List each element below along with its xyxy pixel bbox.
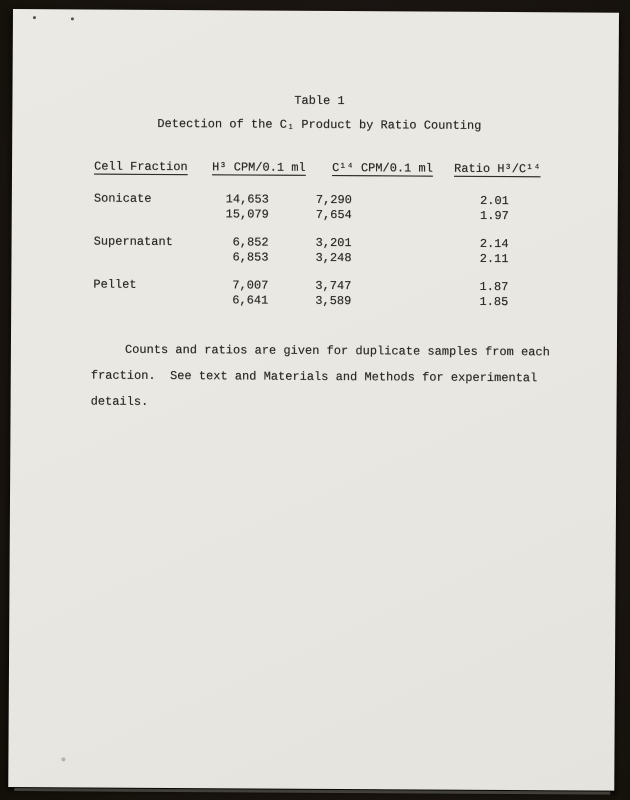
cell-ratio: 2.14 [479, 236, 509, 252]
table-title: Table 1 [294, 93, 345, 109]
table-row [12, 206, 618, 225]
cell-h3-cpm: 15,079 [225, 207, 269, 222]
table-header-row [12, 159, 618, 181]
cell-fraction: Supernatant [93, 234, 173, 249]
cell-h3-cpm: 6,852 [232, 235, 269, 250]
cell-c14-cpm: 3,747 [315, 278, 352, 294]
cell-c14-cpm: 3,589 [315, 293, 352, 309]
cell-ratio: 2.11 [479, 251, 509, 267]
cell-ratio: 1.87 [479, 279, 509, 295]
cell-c14-cpm: 3,201 [315, 235, 352, 251]
table-subtitle: Detection of the C₁ Product by Ratio Counting [157, 116, 482, 133]
note-line: Counts and ratios are given for duplicate samples from each [124, 342, 550, 360]
column-header-h3-cpm: H³ CPM/0.1 ml [211, 160, 306, 175]
cell-ratio: 2.01 [479, 193, 509, 209]
paper-speck [71, 17, 74, 20]
document-page [8, 9, 619, 791]
table-note [91, 336, 569, 417]
table-body [11, 191, 618, 311]
column-header-cell-fraction: Cell Fraction [93, 159, 188, 175]
paper-speck [61, 757, 65, 761]
cell-c14-cpm: 3,248 [315, 250, 352, 266]
column-header-c14-cpm: C¹⁴ CPM/0.1 ml [331, 160, 433, 176]
note-line: fraction. See text and Materials and Methods for experimental [90, 368, 538, 386]
cell-c14-cpm: 7,290 [315, 192, 352, 208]
table-row [11, 292, 617, 311]
paper-speck [33, 16, 36, 19]
cell-h3-cpm: 14,653 [225, 192, 269, 207]
cell-ratio: 1.85 [479, 294, 509, 310]
note-line: details. [90, 394, 149, 409]
cell-h3-cpm: 6,853 [232, 250, 269, 265]
cell-h3-cpm: 6,641 [232, 293, 269, 308]
cell-fraction: Sonicate [93, 191, 152, 206]
cell-h3-cpm: 7,007 [232, 278, 269, 293]
table-row [11, 249, 617, 268]
cell-ratio: 1.97 [479, 208, 509, 224]
cell-fraction: Pellet [93, 277, 137, 292]
column-header-ratio: Ratio H³/C¹⁴ [453, 161, 541, 177]
cell-c14-cpm: 7,654 [315, 207, 352, 223]
